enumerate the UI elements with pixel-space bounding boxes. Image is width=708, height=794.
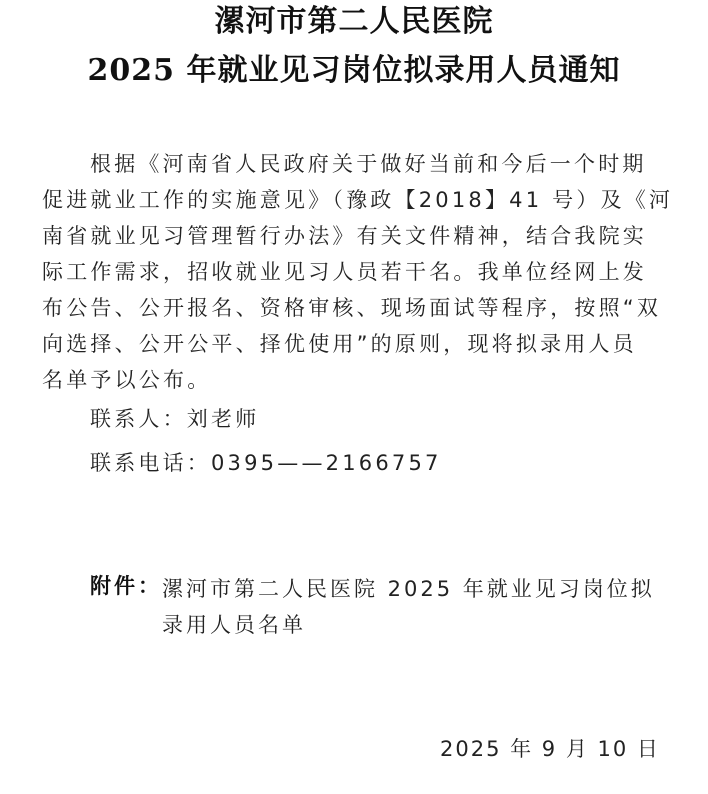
contact-person: 联系人：刘老师 — [90, 407, 260, 431]
document-title-hospital: 漯河市第二人民医院 — [214, 4, 494, 39]
paragraph-line: 名单予以公布。 — [42, 368, 212, 392]
attachment-title — [162, 571, 655, 643]
attachment-line: 录用人员名单 — [162, 613, 306, 637]
attachment-label: 附件： — [90, 574, 162, 598]
document-date: 2025 年 9 月 10 日 — [440, 737, 660, 761]
body-paragraph — [42, 146, 682, 398]
attachment-line: 漯河市第二人民医院 2025 年就业见习岗位拟 — [162, 577, 655, 601]
paragraph-line: 向选择、公开公平、择优使用”的原则，现将拟录用人员 — [42, 332, 637, 356]
paragraph-line: 促进就业工作的实施意见》（豫政【2018】41 号）及《河 — [42, 188, 674, 212]
contact-phone: 联系电话：0395——2166757 — [90, 451, 442, 475]
paragraph-line: 南省就业见习管理暂行办法》有关文件精神，结合我院实 — [42, 224, 647, 248]
paragraph-line: 布公告、公开报名、资格审核、现场面试等程序，按照“双 — [42, 296, 662, 320]
document-title-notice: 2025 年就业见习岗位拟录用人员通知 — [87, 53, 621, 88]
paragraph-line: 根据《河南省人民政府关于做好当前和今后一个时期 — [90, 152, 647, 176]
paragraph-line: 际工作需求，招收就业见习人员若干名。我单位经网上发 — [42, 260, 647, 284]
